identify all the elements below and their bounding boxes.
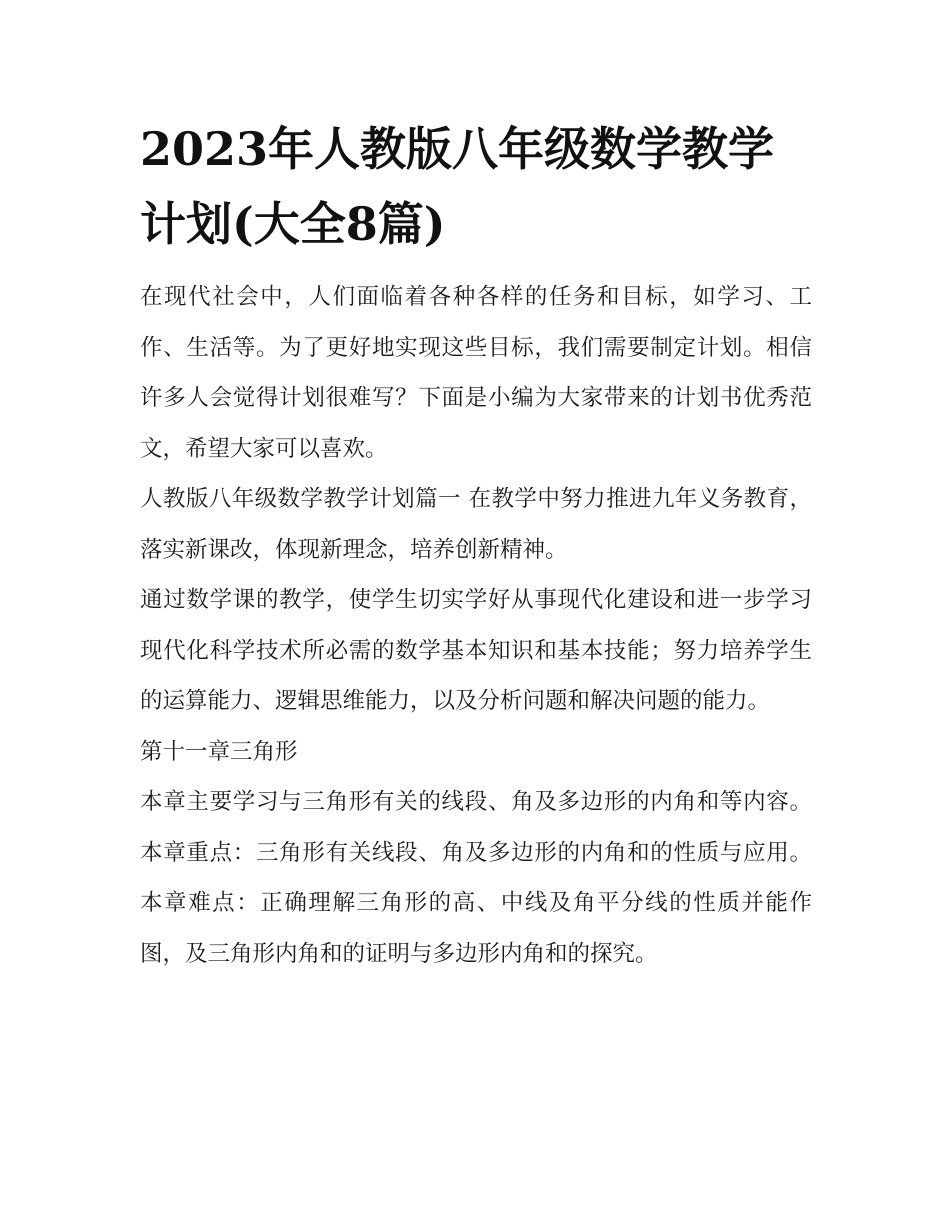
- paragraph-intro: 在现代社会中，人们面临着各种各样的任务和目标，如学习、工作、生活等。为了更好地实现这些目标，我们需要制定计划。相信许多人会觉得计划很难写？下面是小编为大家带来的计划书优秀范文，希望大家可以喜欢。: [140, 284, 812, 462]
- document-title: 2023年人教版八年级数学教学计划(大全8篇): [140, 122, 775, 251]
- paragraph-chapter-content: 本章主要学习与三角形有关的线段、角及多边形的内角和等内容。本章重点：三角形有关线段、角及多边形的内角和的性质与应用。本章难点：正确理解三角形的高、中线及角平分线的性质并能作图，及三角形内角和的证明与多边形内角和的探究。: [140, 789, 812, 967]
- paragraph-plan-one: 人教版八年级数学教学计划篇一 在教学中努力推进九年义务教育，落实新课改，体现新理念，培养创新精神。: [140, 486, 812, 563]
- paragraph-goals: 通过数学课的教学，使学生切实学好从事现代化建设和进一步学习现代化科学技术所必需的数学基本知识和基本技能；努力培养学生的运算能力、逻辑思维能力，以及分析问题和解决问题的能力。: [140, 587, 812, 714]
- chapter-heading: 第十一章三角形: [140, 738, 298, 765]
- document-page: [140, 112, 812, 979]
